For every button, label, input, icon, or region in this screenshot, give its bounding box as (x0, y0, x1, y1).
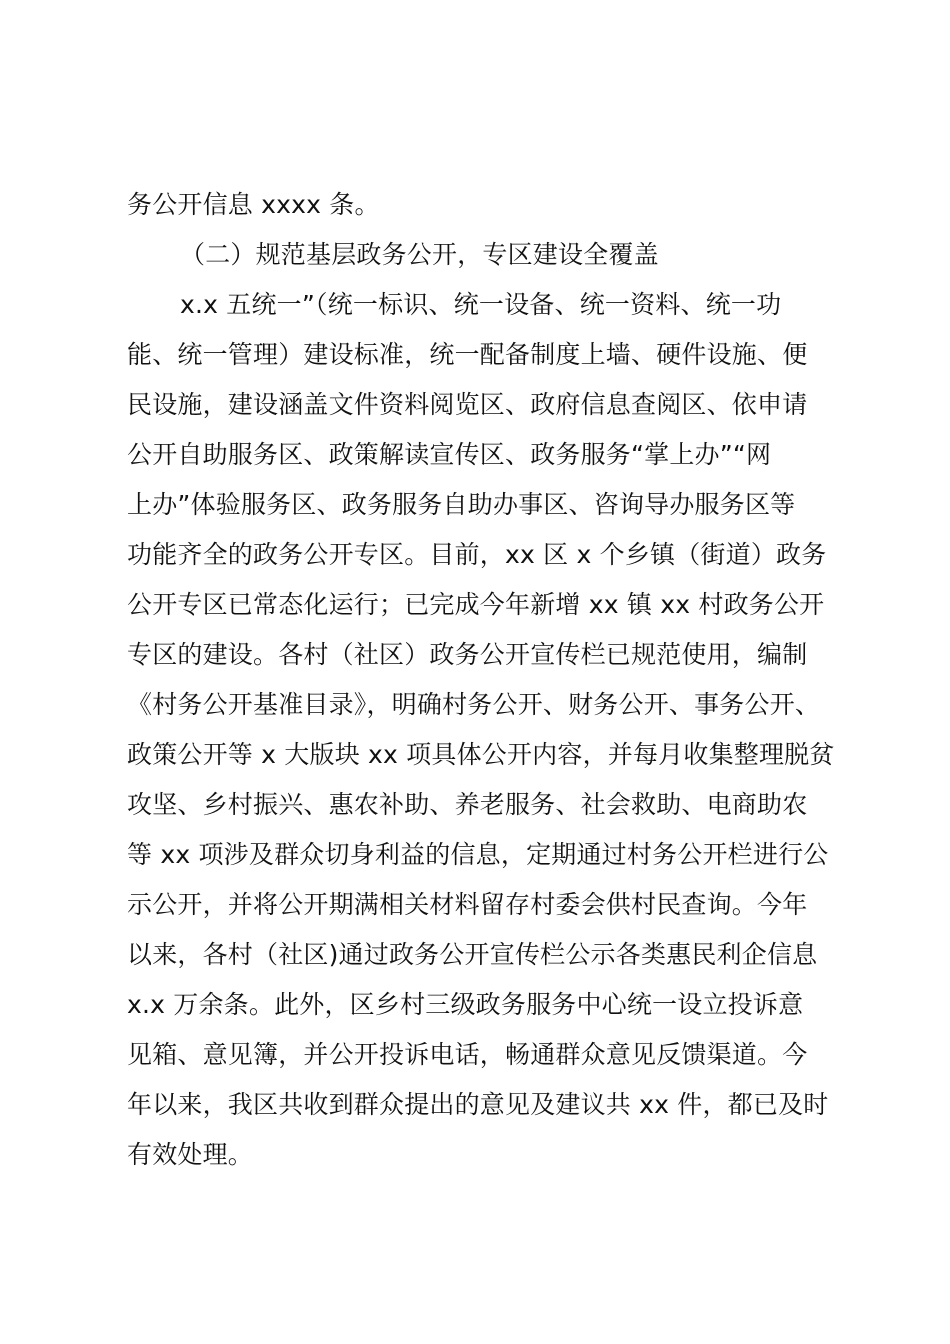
paragraph-line: 《村务公开基准目录》，明确村务公开、财务公开、事务公开、 (127, 690, 821, 719)
paragraph-line: 有效处理。 (127, 1140, 254, 1169)
paragraph-line: 示公开，并将公开期满相关材料留存村委会供村民查询。今年 (127, 890, 808, 919)
paragraph-line: 以来，各村（社区)通过政务公开宣传栏公示各类惠民利企信息 (127, 940, 818, 969)
paragraph-line: 政策公开等 x 大版块 xx 项具体公开内容，并每月收集整理脱贫 (127, 740, 835, 769)
paragraph-line: x.x 五统一”（统一标识、统一设备、统一资料、统一功 (180, 290, 782, 319)
paragraph-line: x.x 万余条。此外，区乡村三级政务服务中心统一设立投诉意 (127, 990, 804, 1019)
paragraph-line: 务公开信息 xxxx 条。 (127, 190, 380, 219)
paragraph-line: 公开专区已常态化运行；已完成今年新增 xx 镇 xx 村政务公开 (127, 590, 825, 619)
paragraph-line: 民设施，建设涵盖文件资料阅览区、政府信息查阅区、依申请 (127, 390, 808, 419)
paragraph-line: 专区的建设。各村（社区）政务公开宣传栏已规范使用，编制 (127, 640, 808, 669)
section-heading: （二）规范基层政务公开，专区建设全覆盖 (180, 240, 659, 269)
paragraph-line: 攻坚、乡村振兴、惠农补助、养老服务、社会救助、电商助农 (127, 790, 808, 819)
paragraph-line: 见箱、意见簿，并公开投诉电话，畅通群众意见反馈渠道。今 (127, 1040, 808, 1069)
paragraph-line: 功能齐全的政务公开专区。目前，xx 区 x 个乡镇（街道）政务 (127, 540, 827, 569)
paragraph-line: 公开自助服务区、政策解读宣传区、政务服务“掌上办”“网 (127, 440, 772, 469)
paragraph-line: 等 xx 项涉及群众切身利益的信息，定期通过村务公开栏进行公 (127, 840, 829, 869)
paragraph-line: 年以来，我区共收到群众提出的意见及建议共 xx 件，都已及时 (127, 1090, 829, 1119)
paragraph-line: 能、统一管理）建设标准，统一配备制度上墙、硬件设施、便 (127, 340, 808, 369)
paragraph-line: 上办”体验服务区、政务服务自助办事区、咨询导办服务区等 (127, 490, 796, 519)
